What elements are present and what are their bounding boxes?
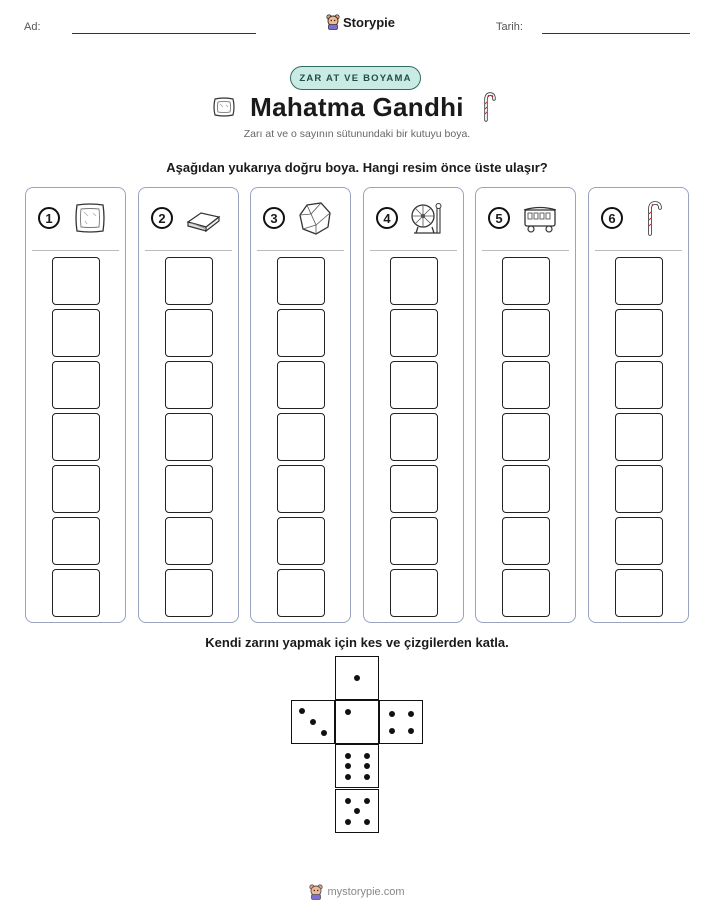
pip	[354, 675, 360, 681]
color-box[interactable]	[277, 413, 325, 461]
column-divider	[145, 250, 232, 251]
column-divider	[32, 250, 119, 251]
pip	[345, 798, 351, 804]
color-box[interactable]	[277, 257, 325, 305]
spinning-wheel-icon	[410, 200, 446, 236]
color-box[interactable]	[390, 517, 438, 565]
column-divider	[595, 250, 682, 251]
die-face-five	[335, 789, 379, 833]
column-number: 5	[488, 207, 510, 229]
pip	[364, 753, 370, 759]
column-1	[25, 187, 126, 623]
stone-icon	[297, 200, 333, 236]
activity-badge: ZAR AT VE BOYAMA	[290, 66, 421, 90]
die-face-one	[335, 656, 379, 700]
color-box[interactable]	[52, 257, 100, 305]
color-box[interactable]	[165, 517, 213, 565]
color-box[interactable]	[615, 257, 663, 305]
color-box[interactable]	[502, 257, 550, 305]
column-number: 6	[601, 207, 623, 229]
pip	[389, 728, 395, 734]
die-face-three	[291, 700, 335, 744]
color-box[interactable]	[52, 413, 100, 461]
column-number: 3	[263, 207, 285, 229]
color-box[interactable]	[52, 309, 100, 357]
column-3	[250, 187, 351, 623]
color-box[interactable]	[52, 569, 100, 617]
color-box[interactable]	[502, 569, 550, 617]
pip	[345, 709, 351, 715]
die-face-one	[335, 700, 379, 744]
name-label: Ad:	[24, 21, 41, 33]
color-box[interactable]	[52, 517, 100, 565]
color-box[interactable]	[615, 517, 663, 565]
pip	[364, 774, 370, 780]
dice-instruction: Kendi zarını yapmak için kes ve çizgilerden katla.	[205, 635, 509, 650]
color-box[interactable]	[165, 569, 213, 617]
pip	[408, 711, 414, 717]
color-box[interactable]	[277, 517, 325, 565]
name-line[interactable]	[72, 33, 256, 34]
column-6	[588, 187, 689, 623]
color-box[interactable]	[502, 309, 550, 357]
column-2	[138, 187, 239, 623]
die-face-six	[335, 744, 379, 788]
pip	[321, 730, 327, 736]
color-box[interactable]	[277, 309, 325, 357]
ice-cube-icon	[72, 200, 108, 236]
color-box[interactable]	[615, 465, 663, 513]
pip	[389, 711, 395, 717]
date-label: Tarih:	[496, 21, 523, 33]
column-number: 2	[151, 207, 173, 229]
pip	[345, 763, 351, 769]
color-box[interactable]	[165, 361, 213, 409]
page-title: Mahatma Gandhi	[250, 92, 464, 122]
pip	[299, 708, 305, 714]
candy-cane-icon	[635, 200, 671, 236]
color-box[interactable]	[390, 465, 438, 513]
column-5	[475, 187, 576, 623]
brand-name: Storypie	[343, 14, 396, 30]
pip	[310, 719, 316, 725]
color-box[interactable]	[277, 465, 325, 513]
bear-mascot-icon	[309, 884, 323, 900]
color-box[interactable]	[502, 517, 550, 565]
column-divider	[370, 250, 457, 251]
train-car-icon	[522, 200, 558, 236]
color-box[interactable]	[615, 413, 663, 461]
column-4	[363, 187, 464, 623]
pip	[364, 798, 370, 804]
column-number: 4	[376, 207, 398, 229]
color-box[interactable]	[615, 361, 663, 409]
color-box[interactable]	[390, 309, 438, 357]
color-box[interactable]	[390, 413, 438, 461]
color-box[interactable]	[52, 465, 100, 513]
bear-mascot-icon	[326, 14, 340, 30]
instruction-text: Aşağıdan yukarıya doğru boya. Hangi resim önce üste ulaşır?	[166, 160, 548, 175]
color-box[interactable]	[615, 569, 663, 617]
pip	[408, 728, 414, 734]
pip	[345, 819, 351, 825]
column-divider	[482, 250, 569, 251]
color-box[interactable]	[165, 413, 213, 461]
pip	[345, 774, 351, 780]
color-box[interactable]	[390, 569, 438, 617]
footer-url[interactable]: mystorypie.com	[327, 886, 405, 898]
color-box[interactable]	[165, 465, 213, 513]
candy-cane-icon	[482, 92, 496, 122]
color-box[interactable]	[390, 361, 438, 409]
color-box[interactable]	[277, 569, 325, 617]
pip	[364, 819, 370, 825]
column-number: 1	[38, 207, 60, 229]
column-divider	[257, 250, 344, 251]
book-icon	[185, 200, 221, 236]
color-box[interactable]	[277, 361, 325, 409]
date-line[interactable]	[542, 33, 690, 34]
footer	[0, 884, 714, 900]
brand-logo	[326, 14, 395, 30]
color-box[interactable]	[502, 413, 550, 461]
color-box[interactable]	[165, 309, 213, 357]
color-box[interactable]	[165, 257, 213, 305]
color-box[interactable]	[615, 309, 663, 357]
die-face-four	[379, 700, 423, 744]
color-box[interactable]	[390, 257, 438, 305]
pip	[345, 753, 351, 759]
color-box[interactable]	[52, 361, 100, 409]
pip	[354, 808, 360, 814]
subtitle: Zarı at ve o sayının sütunundaki bir kutuyu boya.	[243, 128, 471, 140]
color-box[interactable]	[502, 465, 550, 513]
pip	[364, 763, 370, 769]
color-box[interactable]	[502, 361, 550, 409]
